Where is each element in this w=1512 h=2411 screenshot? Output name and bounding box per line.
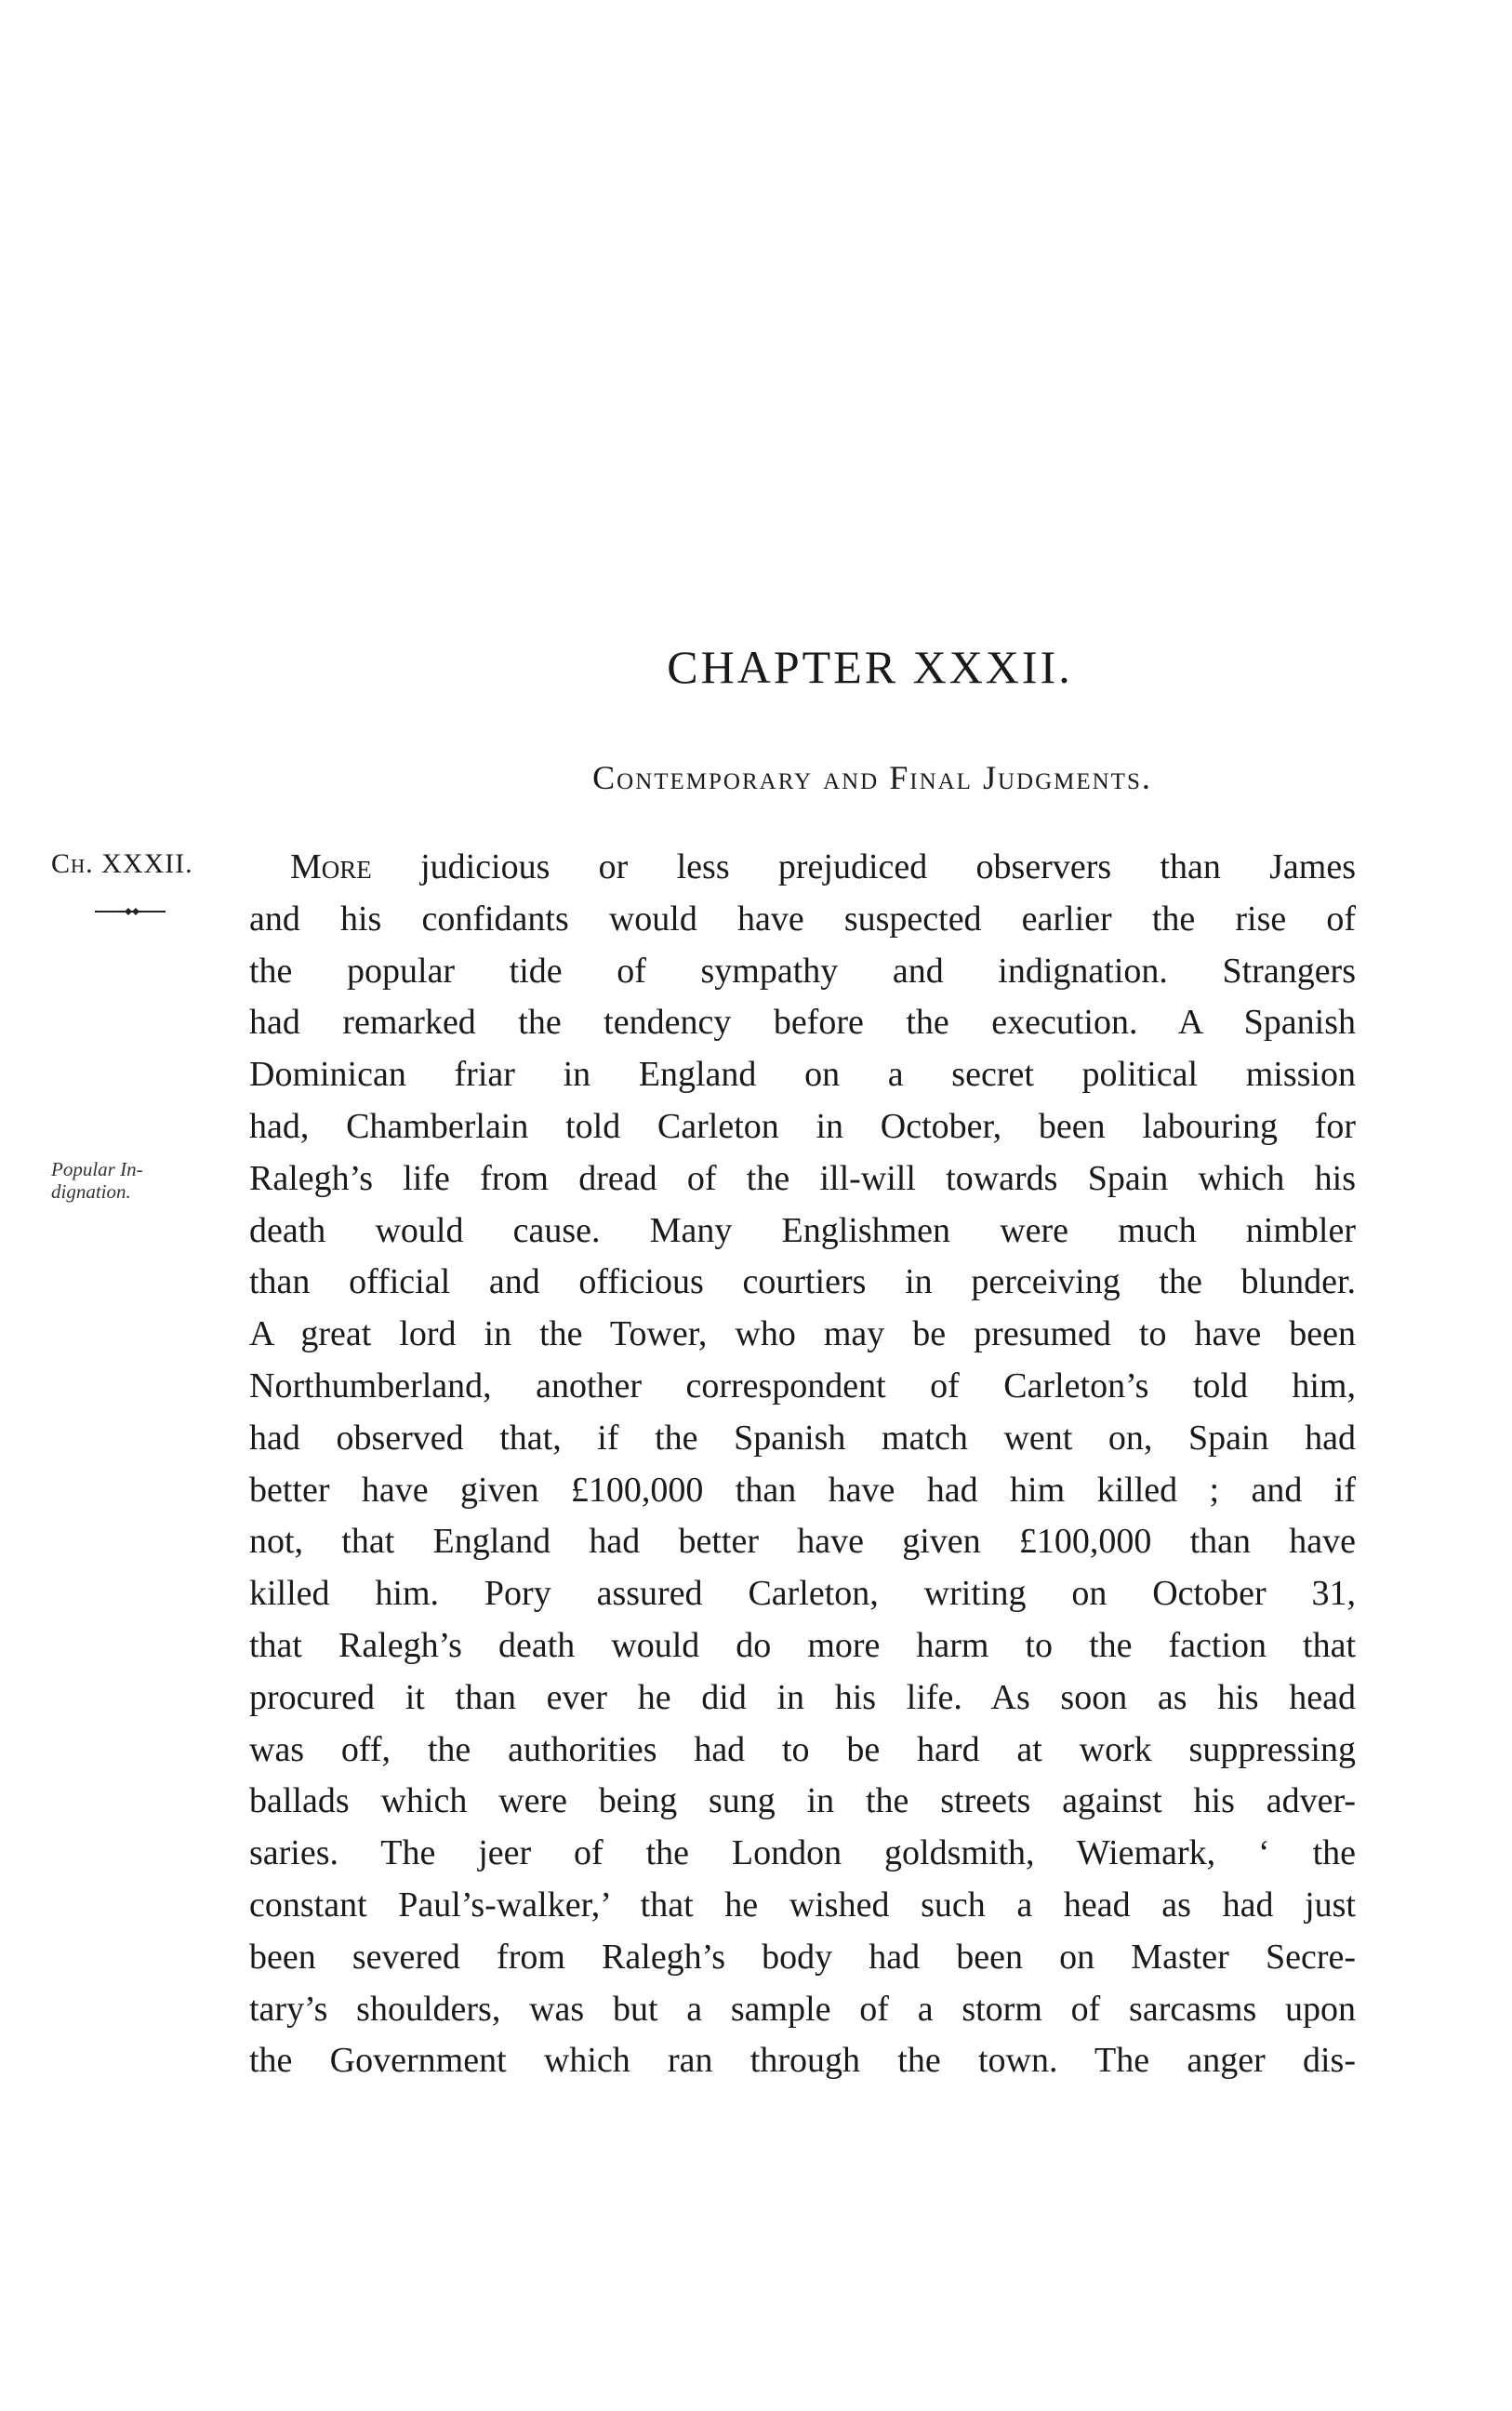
body-line [249,1465,1356,1517]
body-line [249,1257,1356,1309]
body-line [249,1984,1356,2036]
body-line-text: the Government which ran through the town. The anger dis- [249,2041,1356,2081]
body-line-text: been severed from Ralegh’s body had been on Master Secre- [249,1937,1356,1977]
body-line-text: killed him. Pory assured Carleton, writing on October 31, [249,1574,1356,1614]
body-line [249,1725,1356,1777]
body-line-text: judicious or less prejudiced observers than James [371,847,1356,886]
body-line-text: constant Paul’s-walker,’ that he wished such a head as had just [249,1885,1356,1925]
body-line [249,1413,1356,1465]
body-line-text: the popular tide of sympathy and indignation. Strangers [249,951,1356,991]
body-line-text: Dominican friar in England on a secret political mission [249,1055,1356,1095]
body-line-text: had remarked the tendency before the execution. A Spanish [249,1003,1356,1043]
body-line [249,946,1356,998]
body-line [249,1361,1356,1413]
body-line-text: Ralegh’s life from dread of the ill-will towards Spain which his [249,1158,1356,1198]
body-line-text: than official and officious courtiers in perceiving the blunder. [249,1262,1356,1302]
body-line-text: and his confidants would have suspected earlier the rise of [249,899,1356,939]
chapter-subtitle: Contemporary and Final Judgments. [592,759,1152,796]
body-line [249,1932,1356,1984]
body-line [249,1880,1356,1932]
body-line-text: was off, the authorities had to be hard at work suppressing [249,1729,1356,1769]
body-line [249,842,1356,894]
body-line-text: better have given £100,000 than have had him killed ; and if [249,1470,1356,1510]
body-line [249,2035,1356,2087]
body-line-text: death would cause. Many Englishmen were much nimbler [249,1210,1356,1250]
drop-word: More [290,847,372,886]
chapter-title: CHAPTER XXXII. [667,641,1073,693]
body-line [249,997,1356,1049]
body-text [249,842,1356,2087]
body-line-text: A great lord in the Tower, who may be presumed to have been [249,1314,1356,1354]
body-line-text: saries. The jeer of the London goldsmith, Wiemark, ‘ the [249,1833,1356,1873]
body-line [249,1620,1356,1672]
body-line-text: not, that England had better have given £100,000 than have [249,1522,1356,1562]
body-line [249,1153,1356,1206]
body-line [249,1309,1356,1361]
body-line [249,894,1356,946]
body-line [249,1828,1356,1880]
body-line-text: that Ralegh’s death would do more harm to the faction that [249,1625,1356,1665]
sidenote-topic-line: Popular In- [51,1158,143,1180]
body-line-text: ballads which were being sung in the streets against his adver- [249,1781,1356,1821]
sidenote-chapter-ref: Ch. XXXII. [51,848,193,879]
body-line [249,1776,1356,1828]
body-line [249,1516,1356,1568]
body-line [249,1672,1356,1725]
body-line-text: procured it than ever he did in his life. As soon as his head [249,1677,1356,1717]
body-line-text: had, Chamberlain told Carleton in October, been labouring for [249,1106,1356,1146]
body-line-text: tary’s shoulders, was but a sample of a storm of sarcasms upon [249,1989,1356,2029]
body-line [249,1568,1356,1620]
body-line-text: had observed that, if the Spanish match went on, Spain had [249,1418,1356,1458]
sidenote-topic [51,1158,143,1203]
body-line-text: Northumberland, another correspondent of Carleton’s told him, [249,1365,1356,1405]
sidenote-topic-line: dignation. [51,1180,131,1203]
body-line [249,1101,1356,1153]
body-line [249,1206,1356,1258]
body-line [249,1049,1356,1101]
ornament-rule-icon [93,907,167,916]
